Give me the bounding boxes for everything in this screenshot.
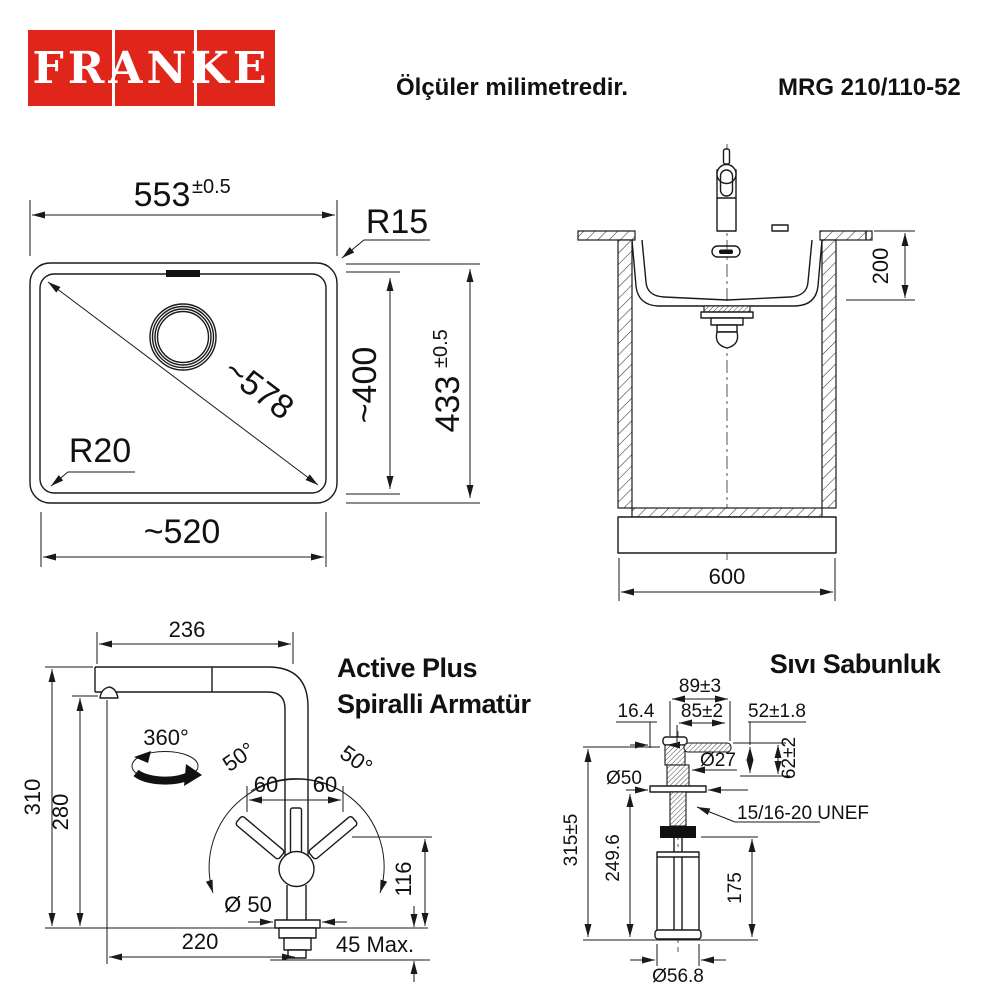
overflow-mark xyxy=(166,270,200,277)
dim-cabinet-width: 600 xyxy=(708,564,746,589)
dim-reach-base: 220 xyxy=(181,929,219,954)
dim-spout-outer: 89±3 xyxy=(678,676,722,697)
dim-head-height: 62±2 xyxy=(779,736,800,780)
dim-swivel: 360° xyxy=(143,725,189,750)
dim-offset: 16.4 xyxy=(617,701,655,722)
clamp-tab xyxy=(772,225,788,231)
dim-flange-dia: Ø50 xyxy=(606,768,642,789)
dim-diagonal: ~578 xyxy=(216,350,301,428)
spout xyxy=(95,667,308,856)
dim-inner-width: ~520 xyxy=(143,513,221,551)
faucet-schematic xyxy=(717,149,736,231)
dim-total-height: 310 xyxy=(20,778,45,816)
dispenser-drawing xyxy=(561,649,942,987)
dim-thread: 15/16-20 UNEF xyxy=(737,803,870,824)
mounting-nut xyxy=(660,826,696,838)
faucet-title-1: Active Plus xyxy=(337,653,478,683)
dim-width: 553 xyxy=(133,176,191,214)
bottle xyxy=(655,838,701,939)
dim-inner-length: ~400 xyxy=(346,346,384,424)
dim-lever-left: 60 xyxy=(253,772,279,797)
dim-bottle-height: 175 xyxy=(725,872,746,904)
flange xyxy=(650,786,706,792)
faucet-drawing xyxy=(20,617,532,982)
dim-bottle-dia: Ø56.8 xyxy=(652,966,704,987)
dim-total-height: 315±5 xyxy=(561,813,582,867)
dim-under-counter: 249.6 xyxy=(603,834,624,882)
dim-neck-dia: Ø27 xyxy=(700,750,736,771)
dim-width-tol: ±0.5 xyxy=(192,176,231,198)
dim-swing-left: 50° xyxy=(217,737,260,777)
cabinet-plinth xyxy=(618,517,836,553)
sink-top-view xyxy=(30,176,480,567)
dispenser-title: Sıvı Sabunluk xyxy=(769,649,941,679)
threaded-shank xyxy=(670,792,686,826)
lever-right xyxy=(308,816,358,860)
lever-center xyxy=(291,808,302,854)
dim-base-dia: Ø 50 xyxy=(224,892,272,917)
faucet-base xyxy=(275,885,320,958)
dim-outer-radius: R15 xyxy=(365,203,429,241)
rotation-symbol xyxy=(132,751,202,786)
outer-radius-leader xyxy=(342,240,430,258)
units-note: Ölçüler milimetredir. xyxy=(396,74,629,101)
spray-head xyxy=(100,687,118,698)
dim-bowl-depth: 200 xyxy=(868,247,893,285)
dim-depth: 433 xyxy=(429,375,467,433)
ball-joint xyxy=(279,852,314,887)
countertop-right xyxy=(820,231,872,240)
dim-clearance: 52±1.8 xyxy=(748,701,806,722)
cabinet-wall-right xyxy=(822,240,836,508)
dim-max-thickness: 45 Max. xyxy=(335,932,415,957)
dim-lever-right: 60 xyxy=(312,772,338,797)
overflow-slot xyxy=(712,246,740,257)
lever-left xyxy=(235,816,285,860)
model-number: MRG 210/110-52 xyxy=(778,74,961,101)
logo-text: FRANKE xyxy=(32,42,271,94)
dim-spout-reach: 236 xyxy=(168,617,206,642)
dim-spout-height: 280 xyxy=(48,793,73,831)
bottle-foot xyxy=(655,930,701,939)
drain-assembly xyxy=(701,306,753,348)
dim-depth-tol: ±0.5 xyxy=(430,329,452,368)
dim-inner-radius: R20 xyxy=(68,432,132,470)
dim-handle-height: 116 xyxy=(391,861,416,897)
dim-swing-right: 50° xyxy=(335,740,378,780)
faucet-title-2: Spiralli Armatür xyxy=(337,689,531,719)
neck xyxy=(667,765,689,788)
dim-spout: 85±2 xyxy=(680,701,724,722)
sink-section xyxy=(578,144,915,601)
cabinet-bottom xyxy=(632,508,822,517)
countertop-left xyxy=(578,231,635,240)
cabinet-wall-left xyxy=(618,240,632,508)
